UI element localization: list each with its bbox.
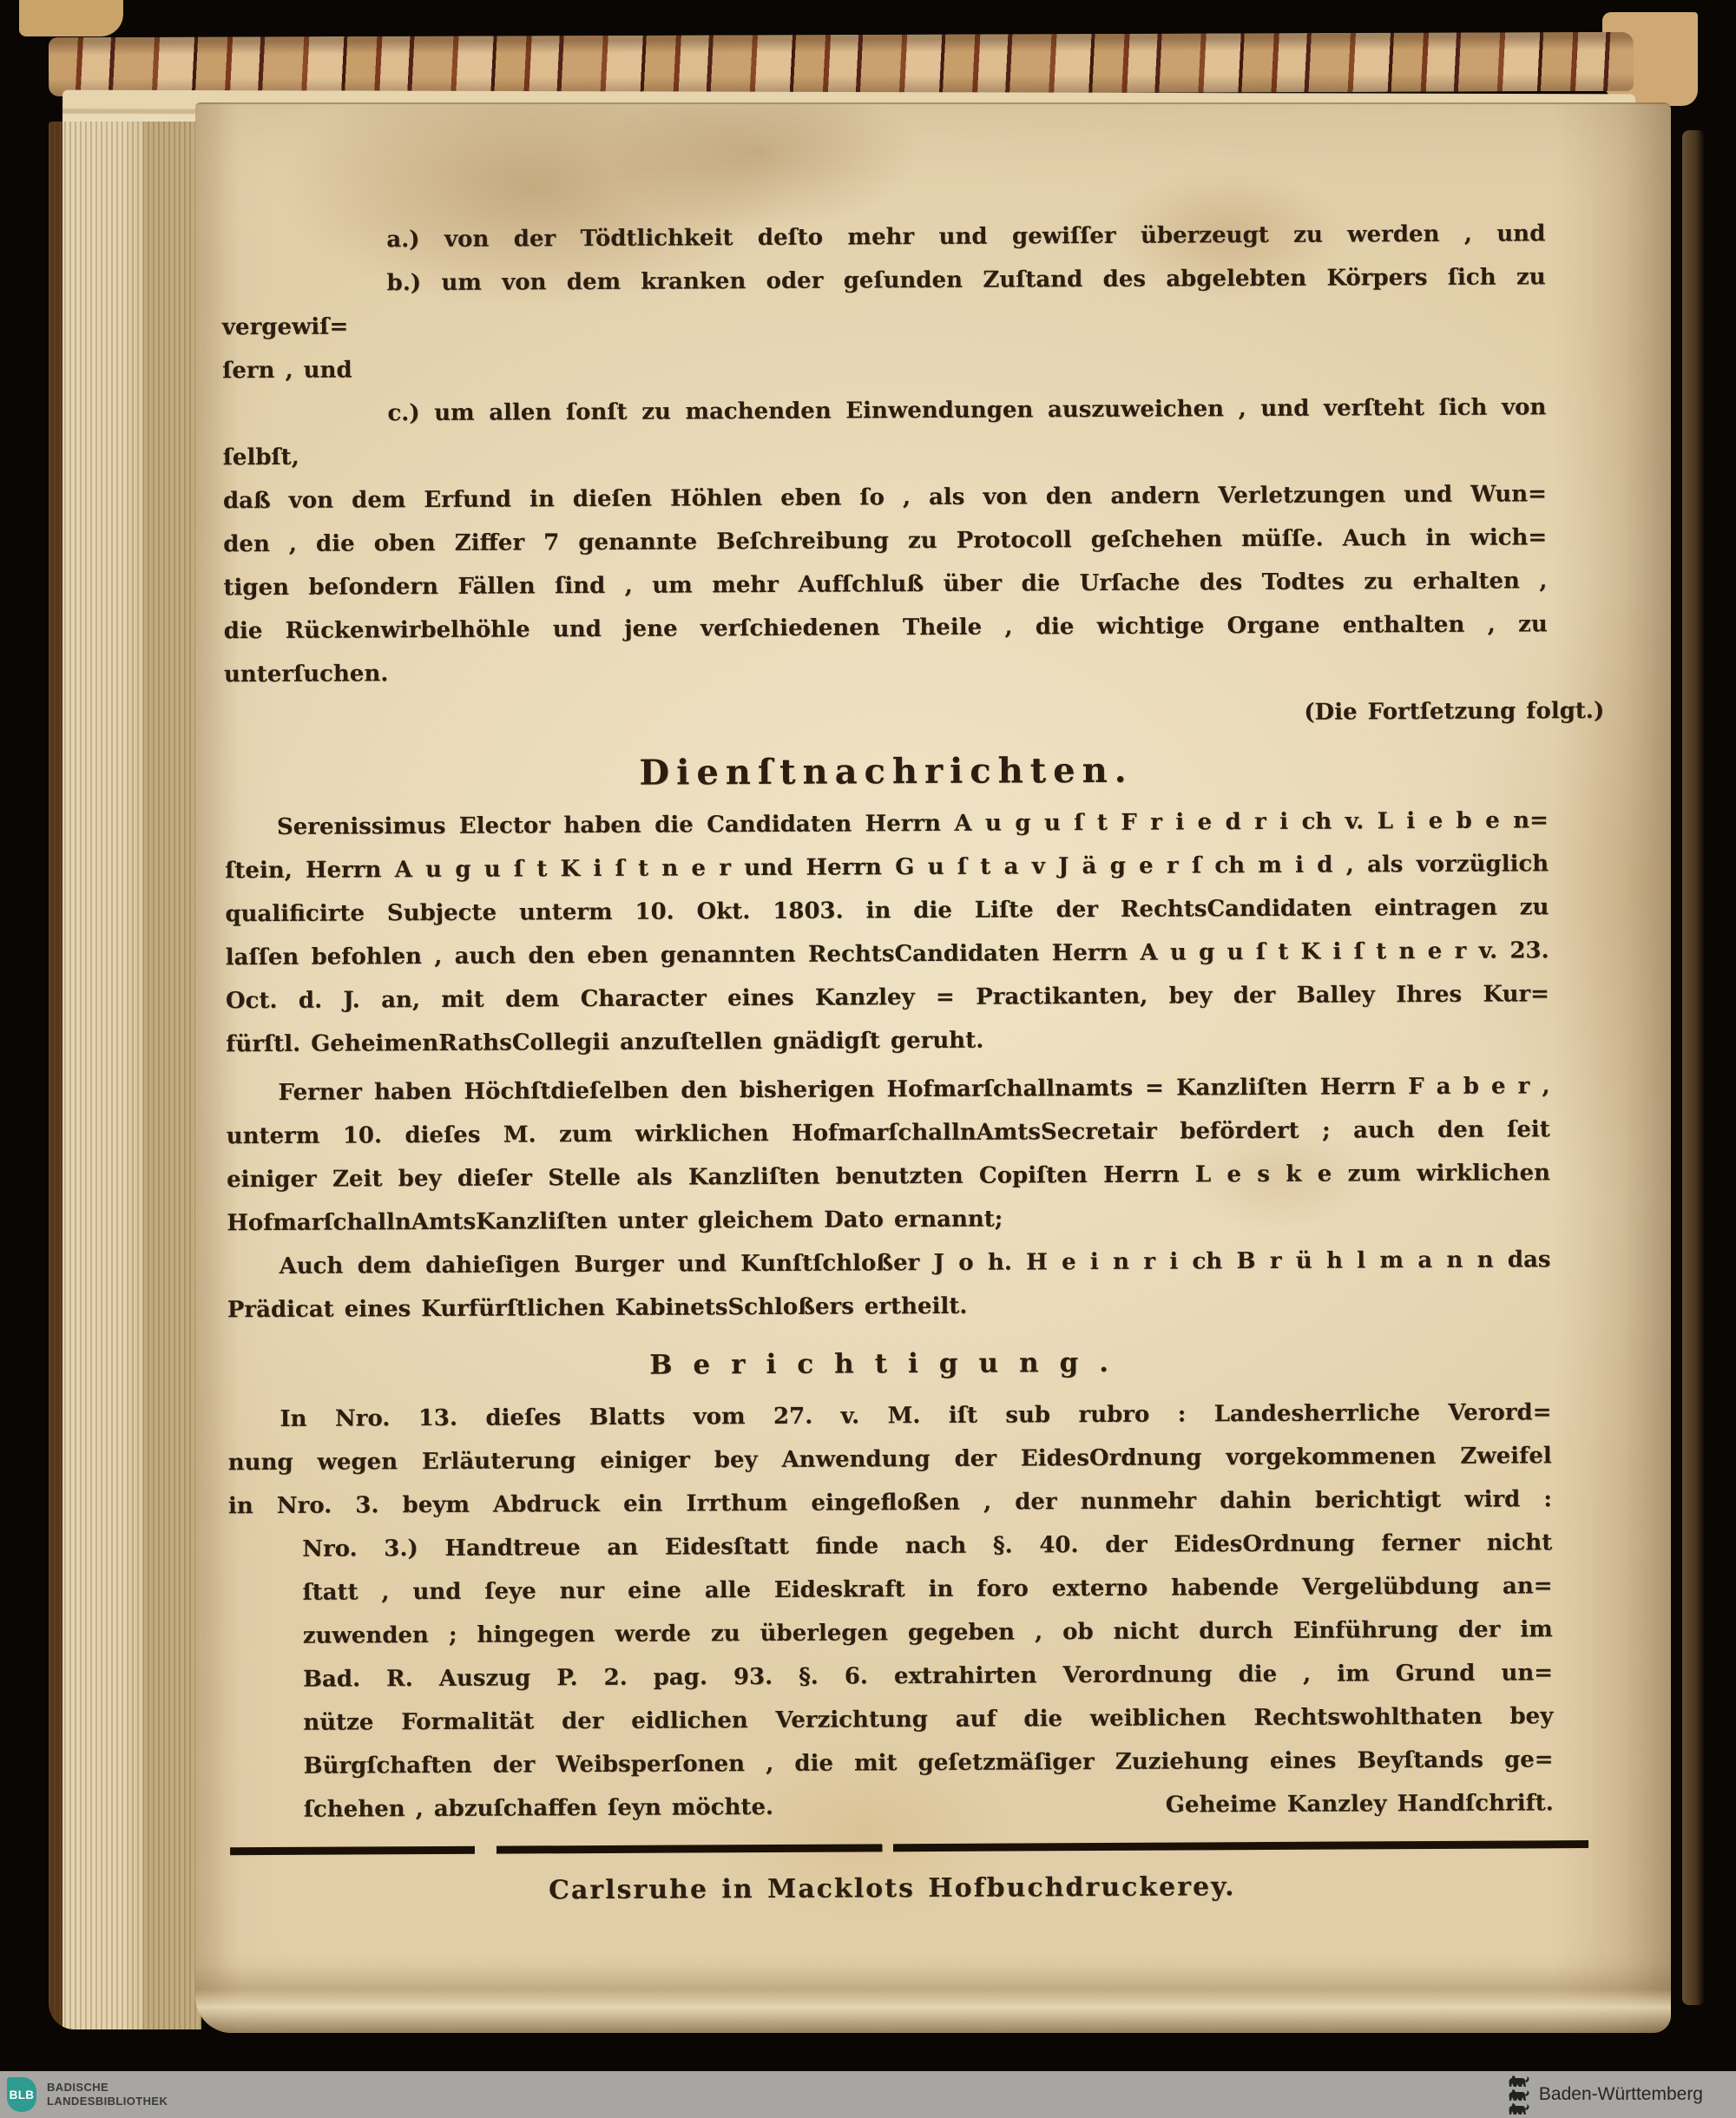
- footer-bar: [0, 2071, 1736, 2118]
- page-stack-left-edge: [49, 122, 201, 2029]
- text-line: ſtatt , und ſeye nur eine alle Eideskraft in foro externo habende Vergelübdung an=: [302, 1573, 1553, 1606]
- text-line: unterſuchen.: [223, 661, 389, 688]
- state-branding: [1508, 2075, 1703, 2115]
- split-right-text: Geheime Kanzley Handſchrift.: [1165, 1790, 1554, 1819]
- text-line: In Nro. 13. dieſes Blatts vom 27. v. M. iſt sub rubro : Landesherrliche Verord=: [279, 1399, 1552, 1432]
- text-line: laſſen befohlen , auch den eben genannten RechtsCandidaten Herrn A u g u ſ t K i ſ t n e r v. 23.: [225, 937, 1549, 971]
- heading-dienstnachrichten: Dienſtnachrichten.: [639, 749, 1134, 793]
- text-line: Bad. R. Auszug P. 2. pag. 93. §. 6. extrahirten Verordnung die , im Grund un=: [302, 1660, 1554, 1693]
- text-line: unterm 10. dieſes M. zum wirklichen HofmarſchallnAmtsSecretair befördert ; auch den ſeit: [226, 1116, 1550, 1150]
- text-line: Bürgſchaften der Weibsperſonen , die mit geſetzmäſiger Zuziehung eines Beyſtands ge=: [303, 1746, 1554, 1779]
- book-cover-corner-left: [19, 0, 123, 36]
- library-name: [47, 2081, 168, 2108]
- text-line: daß von dem Erfund in dieſen Höhlen eben ſo , als von den andern Verletzungen und Wun=: [222, 481, 1547, 515]
- marbled-endpaper-edge: [49, 32, 1634, 96]
- text-line: Prädicat eines Kurfürſtlichen KabinetsSchloßers ertheilt.: [227, 1293, 968, 1324]
- text-line: den , die oben Ziffer 7 genannte Beſchreibung zu Protocoll geſchehen müſſe. Auch in wich=: [223, 524, 1548, 558]
- text-line: nung wegen Erläuterung einiger bey Anwendung der EidesOrdnung vorgekommenen Zweifel: [227, 1443, 1552, 1477]
- text-flow: [191, 101, 1676, 1915]
- separator-rule: [230, 1840, 1588, 1855]
- signature-line: [200, 1781, 1675, 1832]
- text-line: zuwenden ; hingegen werde zu überlegen gegeben , ob nicht durch Einführung der im: [302, 1616, 1553, 1649]
- library-name-line1: BADISCHE: [47, 2081, 109, 2094]
- baden-wuerttemberg-coat-of-arms-icon: [1508, 2075, 1530, 2115]
- text-line: a.) von der Tödtlichkeit deſto mehr und gewiſſer überzeugt zu werden , und: [386, 220, 1546, 253]
- text-line: in Nro. 3. beym Abdruck ein Irrthum eingefloßen , der nunmehr dahin berichtigt wird :: [227, 1486, 1553, 1520]
- blb-logo-abbr: BLB: [9, 2088, 35, 2102]
- library-branding: [7, 2077, 168, 2112]
- text-line: ſtein, Herrn A u g u ſ t K i ſ t n e r und Herrn G u ſ t a v J ä g e r ſ ch m i d , als vorzüglich: [225, 851, 1549, 885]
- text-line: Serenissimus Elector haben die Candidaten Herrn A u g u ſ t F r i e d r i ch v. L i e b e n=: [276, 807, 1549, 840]
- text-line: fürſtl. GeheimenRathsCollegii anzuſtellen gnädigſt geruht.: [226, 1027, 984, 1058]
- blb-logo-icon: [7, 2077, 36, 2112]
- state-name: Baden-Württemberg: [1538, 2084, 1703, 2104]
- text-line: einiger Zeit bey dieſer Stelle als Kanzliſten benutzten Copiſten Herrn L e s k e zum wirklichen: [226, 1160, 1551, 1194]
- text-line: qualificirte Subjecte unterm 10. Okt. 1803. in die Liſte der RechtsCandidaten eintragen zu: [225, 894, 1549, 928]
- split-left-text: ſchehen , abzuſchaffen ſeyn möchte.: [303, 1793, 774, 1823]
- library-name-line2: LANDESBIBLIOTHEK: [47, 2095, 168, 2108]
- text-line: b.) um von dem kranken oder geſunden Zuſtand des abgelebten Körpers ſich zu vergewiſ=: [221, 264, 1546, 341]
- text-line: Auch dem dahieſigen Burger und Kunſtſchloßer J o h. H e i n r i ch B r ü h l m a n n das: [279, 1246, 1551, 1279]
- continuation-note: (Die Fortſetzung folgt.): [1304, 697, 1605, 726]
- text-line: Ferner haben Höchſtdieſelben den bisherigen Hofmarſchallnamts = Kanzliſten Herrn F a b e r ,: [278, 1073, 1550, 1106]
- text-line: ſern , und: [222, 357, 352, 385]
- text-line: nütze Formalität der eidlichen Verzichtung auf die weiblichen Rechtswohlthaten bey: [303, 1703, 1554, 1736]
- scanned-page: [195, 102, 1671, 2033]
- text-line: Oct. d. J. an, mit dem Character eines Kanzley = Practikanten, bey der Balley Ihres Kur=: [225, 981, 1550, 1015]
- text-line: Nro. 3.) Handtreue an Eidesſtatt finde nach §. 40. der EidesOrdnung ferner nicht: [302, 1529, 1553, 1562]
- page-stack-right-edge: [1682, 130, 1705, 2005]
- heading-berichtigung: Berichtigung.: [649, 1346, 1130, 1381]
- printer-imprint: Carlsruhe in Macklots Hofbuchdruckerey.: [548, 1871, 1236, 1906]
- text-line: c.) um allen ſonſt zu machenden Einwendungen auszuweichen , und verſteht ſich von ſelbſt,: [222, 394, 1547, 471]
- text-line: HofmarſchallnAmtsKanzliſten unter gleichem Dato ernannt;: [227, 1206, 1003, 1237]
- text-line: die Rückenwirbelhöhle und jene verſchiedenen Theile , die wichtige Organe enthalten , zu: [223, 611, 1548, 645]
- text-line: tigen beſondern Fällen ſind , um mehr Aufſchluß über die Urſache des Todtes zu erhalten ,: [223, 568, 1548, 602]
